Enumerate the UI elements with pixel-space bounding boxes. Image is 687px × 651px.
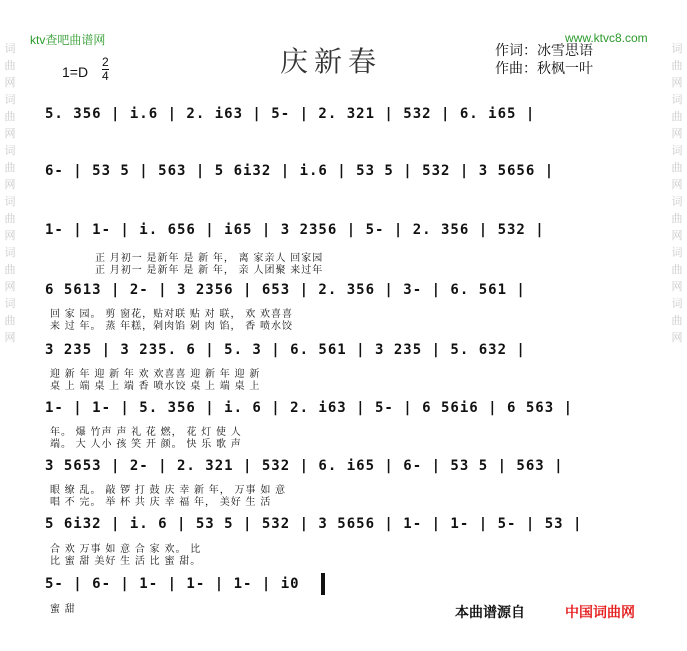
watermark-right: www.ktvc8.com: [565, 31, 648, 45]
notes-row-1: 5. 356 | i.6 | 2. i63 | 5- | 2. 321 | 532 | 6. i65 |: [45, 106, 536, 122]
time-signature: [102, 56, 109, 83]
notation-row-4: [45, 274, 675, 306]
time-sig-top: 2: [102, 55, 109, 69]
notation-row-8: [45, 508, 675, 540]
lyrics-row-8-line-1: 合 欢 万事 如 意 合 家 欢。 比: [50, 544, 202, 555]
notes-row-9: 5- | 6- | 1- | 1- | 1- | i0: [45, 576, 300, 592]
source-site: 中国词曲网: [565, 604, 635, 620]
lyrics-row-6-line-2: 端。 大 人小 孩 笑 开 颜。 快 乐 歌 声: [50, 439, 242, 450]
notation-row-2: [45, 155, 675, 187]
lyrics-row-3-line-1: 正 月初一 是新年 是 新 年， 离 家亲人 回家园: [95, 253, 324, 264]
lyrics-row-6-line-1: 年。 爆 竹声 声 礼 花 燃， 花 灯 使 人: [50, 427, 242, 438]
notation-row-5: [45, 334, 675, 366]
lyrics-row-4-line-2: 来 过 年。 蒸 年糕，剁肉馅 剁 肉 馅， 香 喷水饺: [50, 321, 294, 332]
source-label: 本曲谱源自: [455, 604, 525, 620]
notes-row-6: 1- | 1- | 5. 356 | i. 6 | 2. i63 | 5- | 6 56i6 | 6 563 |: [45, 400, 574, 416]
notation-row-7: [45, 450, 675, 482]
lyrics-row-3-line-2: 正 月初一 是新年 是 新 年， 亲 人团聚 来过年: [95, 265, 324, 276]
lyrics-row-5-line-2: 桌 上 端 桌 上 端 香 喷水饺 桌 上 端 桌 上: [50, 381, 261, 392]
notes-row-4: 6 5613 | 2- | 3 2356 | 653 | 2. 356 | 3- | 6. 561 |: [45, 282, 526, 298]
notes-row-8: 5 6i32 | i. 6 | 53 5 | 532 | 3 5656 | 1- | 1- | 5- | 53 |: [45, 516, 583, 532]
song-title: 庆新春: [280, 45, 383, 78]
notes-row-7: 3 5653 | 2- | 2. 321 | 532 | 6. i65 | 6- | 53 5 | 563 |: [45, 458, 564, 474]
lyrics-row-4-line-1: 回 家 园。 剪 窗花，贴对联 贴 对 联， 欢 欢喜喜: [50, 309, 294, 320]
final-barline: [321, 573, 325, 595]
notation-row-6: [45, 392, 675, 424]
lyrics-row-8-line-2: 比 蜜 甜 美好 生 活 比 蜜 甜。: [50, 556, 202, 567]
lyrics-row-7-line-2: 唱 不 完。 举 杯 共 庆 幸 福 年， 美好 生 活: [50, 497, 272, 508]
time-sig-bottom: 4: [102, 69, 109, 83]
lyrics-row-5-line-1: 迎 新 年 迎 新 年 欢 欢喜喜 迎 新 年 迎 新: [50, 369, 261, 380]
notation-row-9: [45, 568, 325, 600]
watermark-left: ktv查吧曲谱网: [30, 33, 106, 47]
lyricist-credit: 作词：冰雪思语: [495, 42, 593, 58]
notation-row-3: [45, 214, 675, 246]
notes-row-3: 1- | 1- | i. 656 | i65 | 3 2356 | 5- | 2. 356 | 532 |: [45, 222, 545, 238]
side-watermark-right: 词 曲 网 词 曲 网 词 曲 网 词 曲 网 词 曲 网 词 曲 网: [671, 42, 683, 344]
lyrics-row-7-line-1: 眼 缭 乱。 敲 锣 打 鼓 庆 幸 新 年， 万事 如 意: [50, 485, 287, 496]
composer-credit: 作曲：秋枫一叶: [495, 60, 593, 76]
key-signature: 1=D: [62, 64, 89, 80]
lyrics-row-9-line-1: 蜜 甜: [50, 604, 76, 615]
notation-row-1: [45, 98, 675, 130]
side-watermark-left: 词 曲 网 词 曲 网 词 曲 网 词 曲 网 词 曲 网 词 曲 网: [4, 42, 16, 344]
notes-row-5: 3 235 | 3 235. 6 | 5. 3 | 6. 561 | 3 235 | 5. 632 |: [45, 342, 526, 358]
notes-row-2: 6- | 53 5 | 563 | 5 6i32 | i.6 | 53 5 | 532 | 3 5656 |: [45, 163, 555, 179]
